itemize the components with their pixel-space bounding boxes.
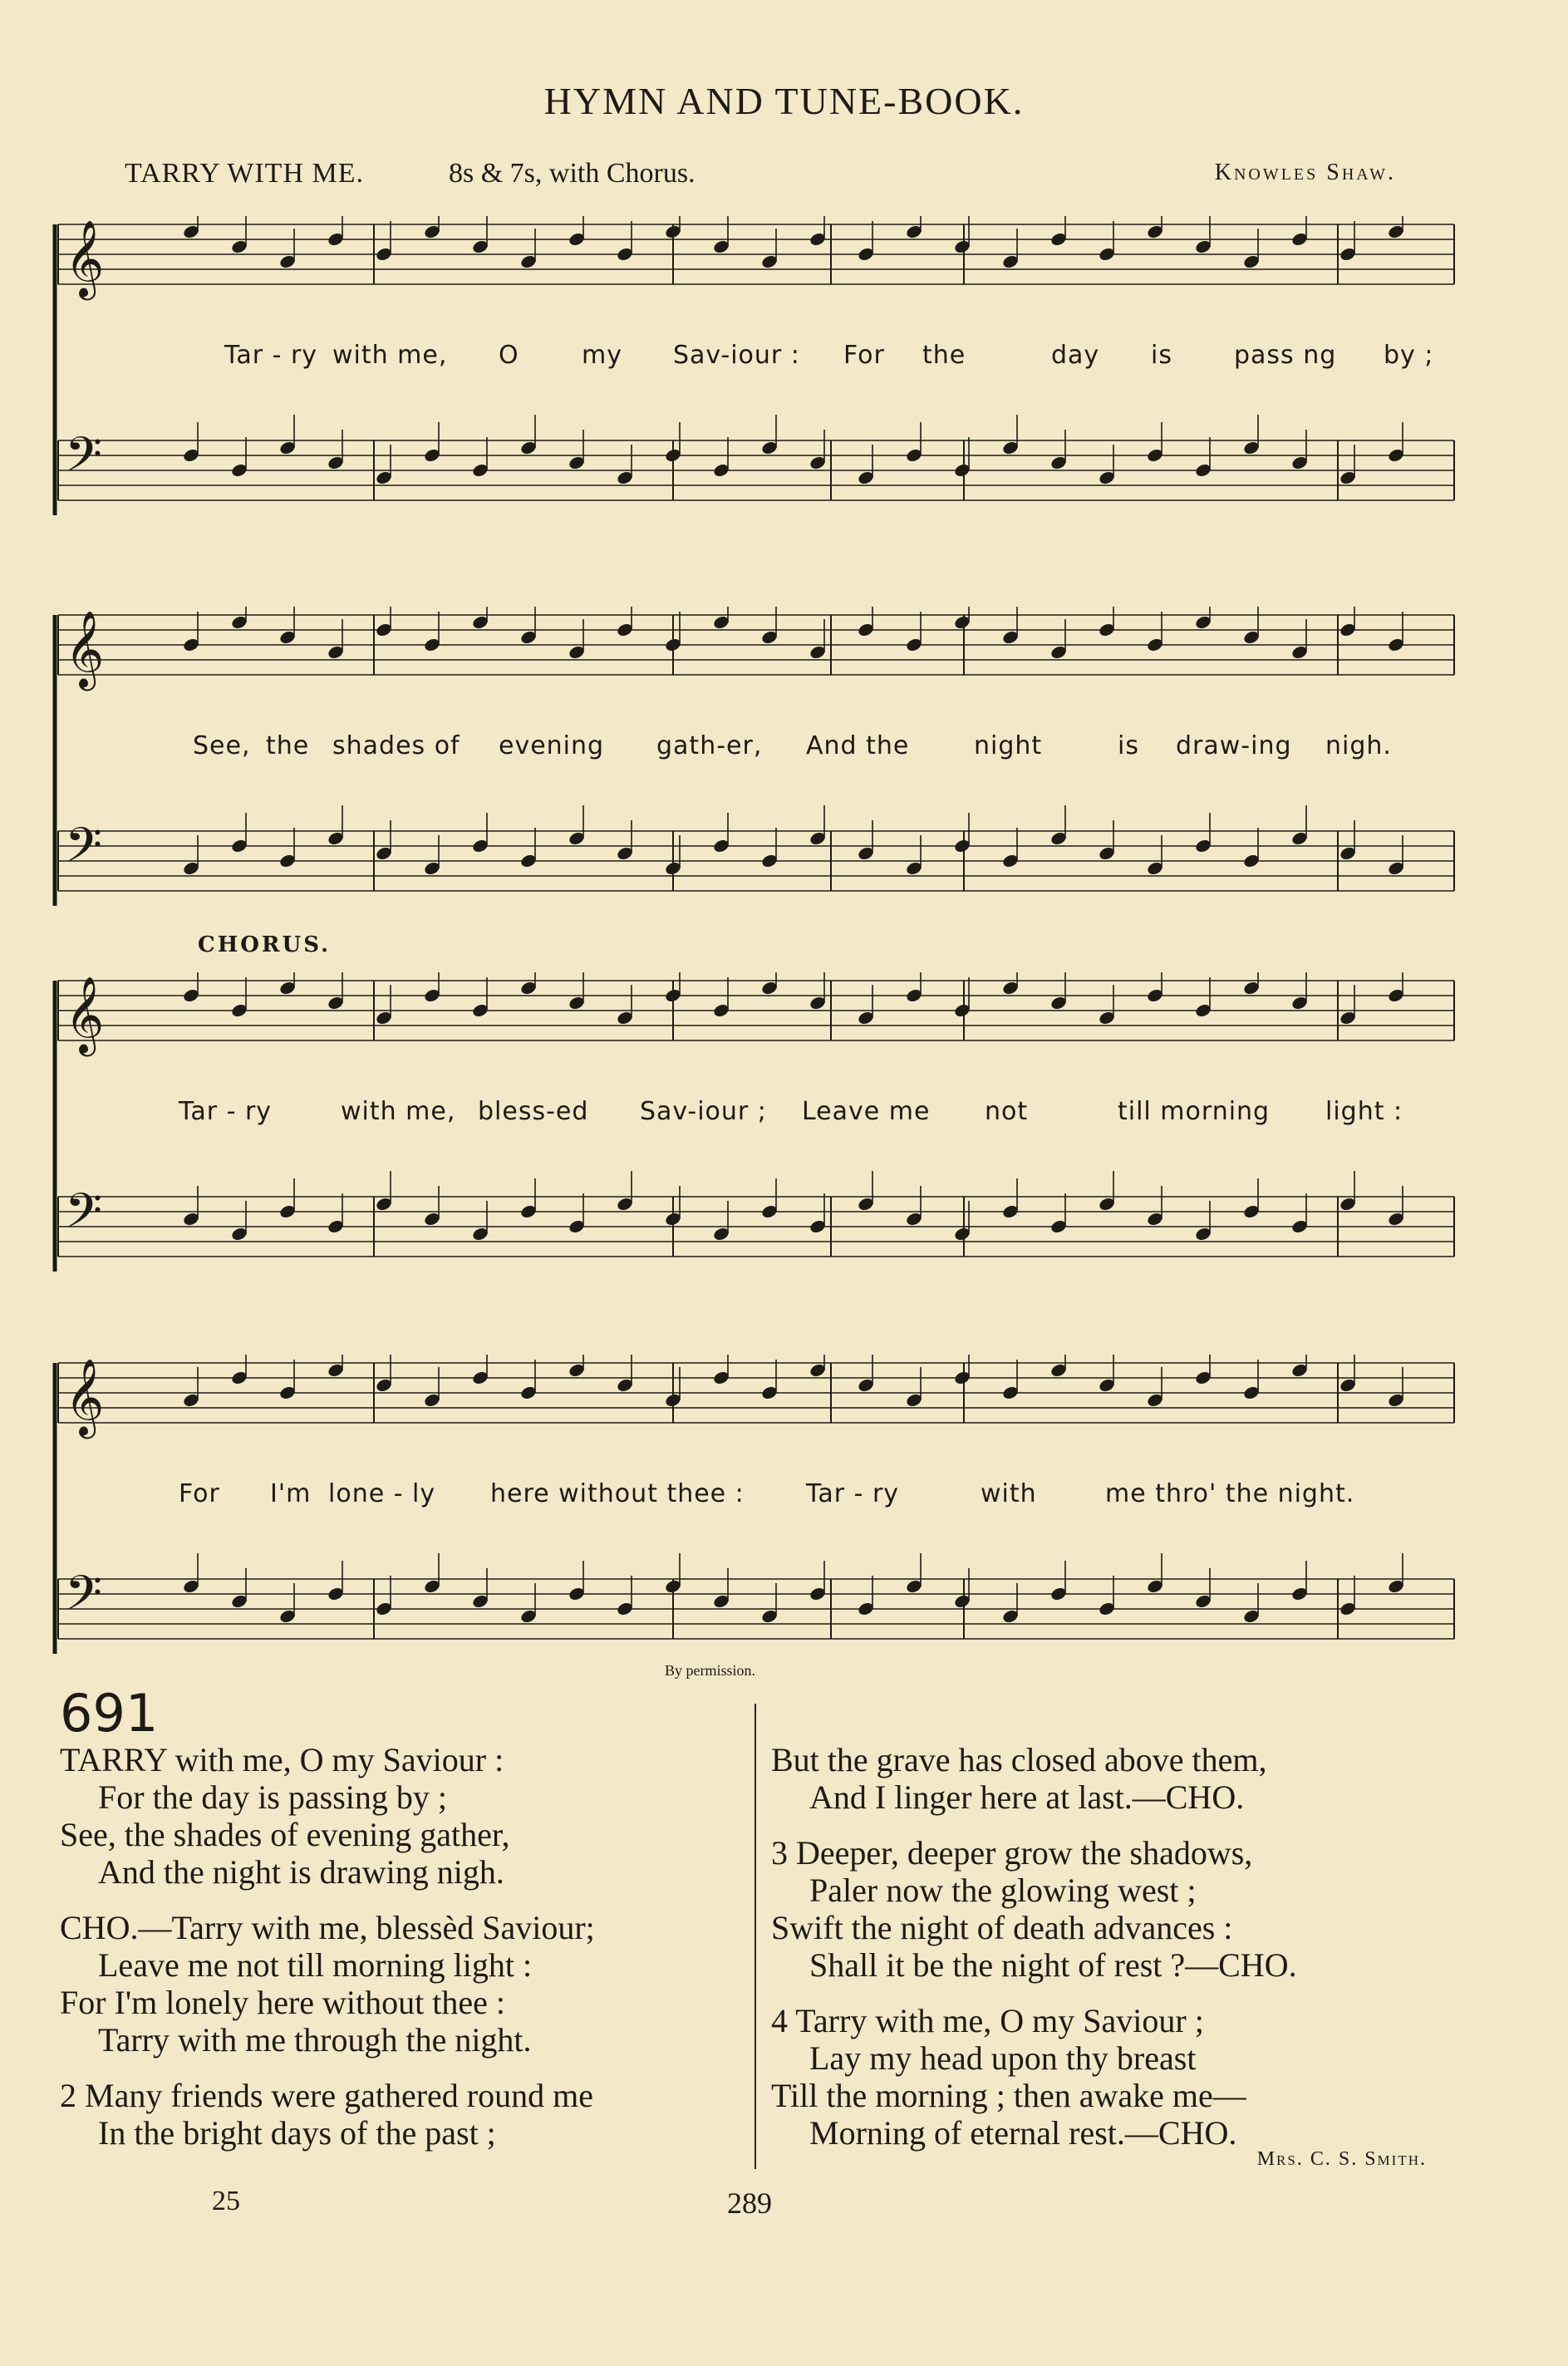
verse-line: 2 Many friends were gathered round me [60, 2077, 593, 2114]
verse-line: And I linger here at last.—CHO. [809, 1778, 1245, 1816]
lyric-syllable: me thro' the night. [1105, 1479, 1355, 1508]
lyric-syllable: light : [1325, 1097, 1403, 1126]
stanza-gap [60, 1891, 595, 1909]
lyric-syllable: Sav-iour ; [640, 1097, 767, 1126]
bass-staff [58, 415, 1454, 500]
verse-line: See, the shades of evening gather, [60, 1816, 510, 1853]
lyric-syllable: Tar - ry [806, 1479, 900, 1508]
page-number: 289 [727, 2186, 772, 2220]
verse-column-right [771, 1741, 1297, 2152]
signature-mark: 25 [212, 2186, 240, 2216]
lyric-syllable: Tar - ry [224, 341, 318, 370]
lyric-syllable: For [179, 1479, 220, 1508]
bass-clef-icon: 𝄢 [65, 1565, 103, 1633]
verse-line: For the day is passing by ; [98, 1778, 447, 1816]
tune-title: TARRY WITH ME. [125, 158, 364, 189]
lyric-syllable: day [1051, 341, 1100, 370]
lyric-syllable: O [499, 341, 519, 370]
lyric-syllable: evening [499, 731, 605, 760]
lyric-syllable: Sav-iour : [673, 341, 800, 370]
bass-staff [58, 805, 1454, 891]
tune-composer: Knowles Shaw. [1214, 160, 1396, 185]
system-engraving [50, 216, 1462, 532]
bass-staff [58, 1171, 1454, 1257]
verse-line: Tarry with me through the night. [98, 2021, 532, 2059]
bass-staff [58, 1553, 1454, 1639]
verse-line: Swift the night of death advances : [771, 1909, 1233, 1946]
verse-column-left [60, 1741, 595, 2152]
lyric-syllable: by ; [1384, 341, 1434, 370]
verse-line: Shall it be the night of rest ?—CHO. [809, 1946, 1297, 1984]
verse-line: Till the morning ; then awake me— [771, 2077, 1246, 2114]
stanza-gap [771, 1816, 1297, 1834]
treble-clef-icon: 𝄞 [65, 1358, 105, 1435]
stanza-gap [60, 2059, 595, 2077]
lyric-syllable: is [1118, 731, 1139, 760]
hymn-author: Mrs. C. S. Smith. [1256, 2148, 1427, 2170]
lyric-syllable: lone - ly [328, 1479, 436, 1508]
verse-line: In the bright days of the past ; [98, 2114, 496, 2152]
hymn-number: 691 [60, 1683, 159, 1744]
lyric-syllable: See, [193, 731, 251, 760]
lyric-syllable: with me, [332, 341, 448, 370]
lyric-syllable: Leave me [802, 1097, 931, 1126]
bass-clef-icon: 𝄢 [65, 1183, 103, 1251]
lyric-syllable: shades of [332, 731, 460, 760]
lyric-syllable: night [974, 731, 1043, 760]
lyric-syllable: my [582, 341, 622, 370]
lyric-syllable: the [922, 341, 966, 370]
system-engraving [50, 607, 1462, 922]
permission-note: By permission. [665, 1662, 756, 1679]
verse-line: Morning of eternal rest.—CHO. [809, 2114, 1237, 2152]
bass-clef-icon: 𝄢 [65, 426, 103, 494]
verse-line: 4 Tarry with me, O my Saviour ; [771, 2002, 1204, 2039]
verse-line: For I'm lonely here without thee : [60, 1984, 505, 2021]
treble-staff [58, 216, 1454, 284]
verse-line: 3 Deeper, deeper grow the shadows, [771, 1834, 1253, 1872]
bass-clef-icon: 𝄢 [65, 817, 103, 885]
stanza-gap [771, 1984, 1297, 2002]
lyric-syllable: till morning [1118, 1097, 1271, 1126]
treble-staff [58, 972, 1454, 1040]
verse-line: Paler now the glowing west ; [809, 1872, 1197, 1909]
tune-heading [125, 158, 1396, 194]
lyric-syllable: with [981, 1479, 1037, 1508]
page-header: HYMN AND TUNE-BOOK. [543, 80, 1025, 122]
lyric-syllable: with me, [341, 1097, 456, 1126]
system-engraving [50, 972, 1462, 1288]
lyric-syllable: draw-ing [1176, 731, 1292, 760]
verse-line: TARRY with me, O my Saviour : [60, 1741, 504, 1778]
lyric-syllable: bless-ed [478, 1097, 589, 1126]
lyric-syllable: pass ng [1234, 341, 1337, 370]
column-divider [755, 1704, 756, 2169]
chorus-label: CHORUS. [198, 932, 332, 957]
verse-line: But the grave has closed above them, [771, 1741, 1267, 1778]
system-engraving [50, 1355, 1462, 1670]
lyric-syllable: here without thee : [490, 1479, 745, 1508]
treble-clef-icon: 𝄞 [65, 976, 105, 1053]
lyric-syllable: I'm [270, 1479, 312, 1508]
treble-clef-icon: 𝄞 [65, 610, 105, 687]
treble-clef-icon: 𝄞 [65, 219, 105, 297]
verse-line: CHO.—Tarry with me, blessèd Saviour; [60, 1909, 595, 1946]
treble-staff [58, 607, 1454, 675]
tune-meter: 8s & 7s, with Chorus. [449, 158, 696, 189]
lyric-syllable: For [843, 341, 885, 370]
lyric-syllable: Tar - ry [179, 1097, 273, 1126]
verse-line: Lay my head upon thy breast [809, 2039, 1197, 2077]
lyric-syllable: is [1151, 341, 1172, 370]
lyric-syllable: gath-er, [656, 731, 763, 760]
verse-line: And the night is drawing nigh. [98, 1853, 504, 1891]
lyric-syllable: not [985, 1097, 1029, 1126]
treble-staff [58, 1355, 1454, 1423]
lyric-syllable: the [266, 731, 310, 760]
lyric-syllable: nigh. [1325, 731, 1392, 760]
lyric-syllable: And the [806, 731, 910, 760]
verse-line: Leave me not till morning light : [98, 1946, 533, 1984]
